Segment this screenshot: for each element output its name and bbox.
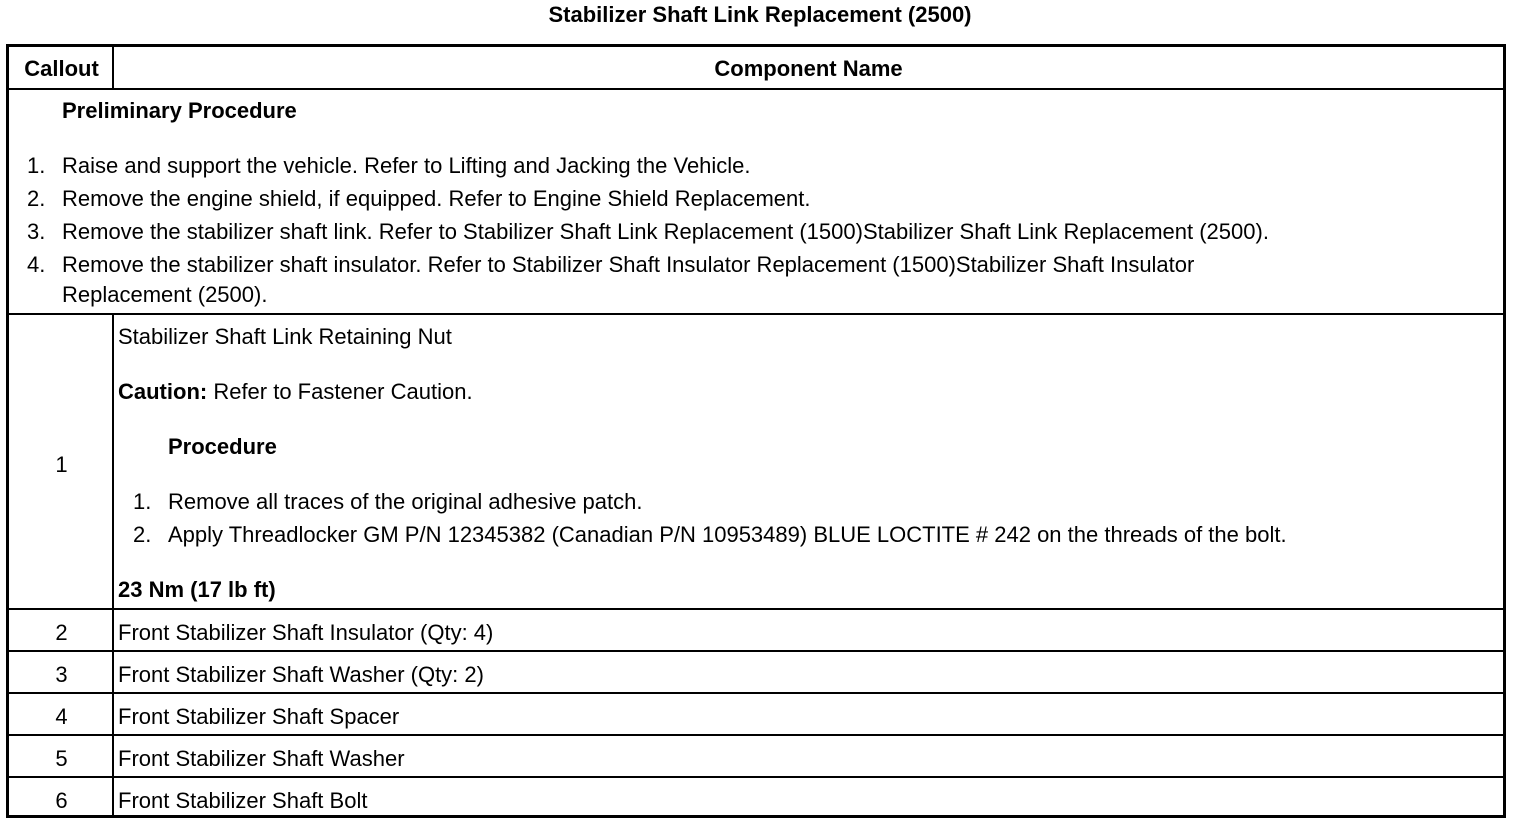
component-table xyxy=(6,44,1506,818)
row-rule xyxy=(9,692,1503,694)
component-name: Stabilizer Shaft Link Retaining Nut xyxy=(118,324,452,349)
caution-text: Refer to Fastener Caution. xyxy=(207,379,473,404)
preliminary-step-number: 3. xyxy=(27,219,46,244)
header-divider xyxy=(112,47,114,88)
row-rule xyxy=(9,313,1503,315)
callout-number: 4 xyxy=(55,704,68,729)
header-rule xyxy=(9,88,1503,90)
caution-label: Caution: xyxy=(118,379,208,404)
preliminary-step-number: 1. xyxy=(27,153,46,178)
callout-number: 2 xyxy=(55,620,68,645)
preliminary-step-text: Raise and support the vehicle. Refer to Lifting and Jacking the Vehicle. xyxy=(62,153,751,178)
preliminary-step-text: Remove the stabilizer shaft insulator. Refer to Stabilizer Shaft Insulator Replacement (1500)Stabilizer Shaft Insulator xyxy=(62,252,1195,277)
page-title: Stabilizer Shaft Link Replacement (2500) xyxy=(548,2,972,27)
preliminary-step-number: 4. xyxy=(27,252,46,277)
procedure-step-text: Remove all traces of the original adhesive patch. xyxy=(168,489,643,514)
procedure-heading: Procedure xyxy=(168,434,277,459)
caution-line xyxy=(118,379,473,405)
procedure-step-number: 2. xyxy=(133,522,152,547)
header-component-name: Component Name xyxy=(714,56,903,81)
row-rule xyxy=(9,734,1503,736)
row-rule xyxy=(9,608,1503,610)
component-name: Front Stabilizer Shaft Washer xyxy=(118,746,405,771)
component-name: Front Stabilizer Shaft Spacer xyxy=(118,704,400,729)
preliminary-step-text-continued: Replacement (2500). xyxy=(62,282,268,307)
row-rule xyxy=(9,650,1503,652)
component-name: Front Stabilizer Shaft Bolt xyxy=(118,788,368,813)
preliminary-step-number: 2. xyxy=(27,186,46,211)
callout-number: 1 xyxy=(55,452,68,477)
procedure-step-number: 1. xyxy=(133,489,152,514)
callout-number: 6 xyxy=(55,788,68,813)
preliminary-step-text: Remove the engine shield, if equipped. Refer to Engine Shield Replacement. xyxy=(62,186,811,211)
preliminary-heading: Preliminary Procedure xyxy=(62,98,297,123)
row-rule xyxy=(9,776,1503,778)
callout-number: 5 xyxy=(55,746,68,771)
callout-number: 3 xyxy=(55,662,68,687)
header-callout: Callout xyxy=(24,56,99,81)
procedure-step-text: Apply Threadlocker GM P/N 12345382 (Canadian P/N 10953489) BLUE LOCTITE # 242 on the threads of the bolt. xyxy=(168,522,1287,547)
column-divider xyxy=(112,313,114,818)
torque-spec: 23 Nm (17 lb ft) xyxy=(118,577,276,602)
component-name: Front Stabilizer Shaft Insulator (Qty: 4) xyxy=(118,620,494,645)
preliminary-step-text: Remove the stabilizer shaft link. Refer to Stabilizer Shaft Link Replacement (1500)Stabilizer Shaft Link Replacement (2500). xyxy=(62,219,1269,244)
component-name: Front Stabilizer Shaft Washer (Qty: 2) xyxy=(118,662,484,687)
